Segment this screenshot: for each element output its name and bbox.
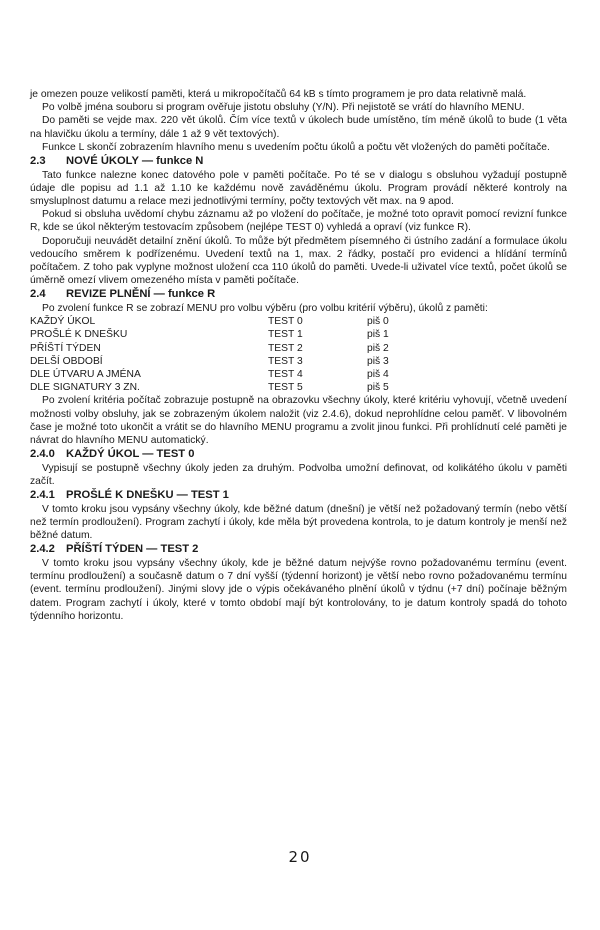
menu-item-label: PŘÍŠTÍ TÝDEN (30, 342, 101, 354)
paragraph: Pokud si obsluha uvědomí chybu záznamu až po vložení do počítače, je možné toto opravit pomocí revizní funkce R, kde se úkol některým testovacím způsobem (nejlépe TEST 0) vyhledá a opraví (viz funkce R). (30, 209, 567, 234)
section-title: PROŠLÉ K DNEŠKU — TEST 1 (66, 489, 229, 502)
document-page (30, 88, 567, 623)
paragraph: Funkce L skončí zobrazením hlavního menu s uvedením počtu úkolů a počtu vět vložených do paměti počítače. (42, 141, 550, 153)
table-row (30, 381, 567, 394)
section-title: PŘÍŠTÍ TÝDEN — TEST 2 (66, 543, 199, 556)
menu-item-test: TEST 0 (268, 316, 303, 328)
paragraph: Po zvolení kritéria počítač zobrazuje postupně na obrazovku všechny úkoly, které kritériu vyhovují, včetně uvedení možnosti volby obsluhy, jak se zobrazeným úkolem naložit (viz 2.4.6), dokud neprohlídne celou paměť. V libovolném čase je možné toto ukončit a vrátit se do hlavního MENU programu a zvolit jinou funkci. Při prohlídnutí celé paměti je návrat do hlavního MENU automatický. (30, 395, 567, 446)
page-number: 20 (288, 848, 312, 866)
paragraph: Tato funkce nalezne konec datového pole v paměti počítače. Po té se v dialogu s obsluhou vyžadují postupně údaje dle popisu ad 1.1 až 1.10 ke každému nově zaváděnému úkolu. Program provádí některé kontroly na smysluplnost datumu a relace mezi jednotlivými termíny, počty textových vět max. na 9 apod. (30, 169, 567, 208)
section-heading-2-4-1 (30, 489, 567, 503)
section-title: KAŽDÝ ÚKOL — TEST 0 (66, 448, 195, 461)
paragraph: Doporučuji neuvádět detailní znění úkolů. To může být předmětem písemného či ústního zadání a formulace úkolu vedoucího směrem k podřízenému. Uvedení textů na 1, max. 2 řádky, postačí pro evidenci a hlídání termínů počítačem. Z toho pak vyplyne možnost uložení cca 110 úkolů do paměti. Uvede-li uživatel více textů, počet úkolů se úměrně omezí vlivem omezeného místa v paměti počítače. (30, 235, 567, 287)
section-number: 2.4.0 (30, 448, 55, 461)
paragraph: Po zvolení funkce R se zobrazí MENU pro volbu výběru (pro volbu kritérií výběru), úkolů z paměti: (42, 303, 488, 315)
paragraph: V tomto kroku jsou vypsány všechny úkoly, kde běžné datum (dnešní) je větší než požadovaný termín (nebo větší než termín prodloužení). Program zachytí i úkoly, kde měla být provedena kontrola, to je datum kontroly je menší než běžné datum. (30, 503, 567, 542)
table-row (30, 368, 567, 381)
menu-item-key: piš 5 (367, 382, 389, 394)
menu-item-key: piš 4 (367, 368, 389, 380)
paragraph: Vypisují se postupně všechny úkoly jeden za druhým. Podvolba umožní definovat, od kolikátého úkolu v paměti začít. (30, 462, 567, 487)
menu-item-label: DLE SIGNATURY 3 ZN. (30, 382, 140, 394)
section-heading-2-4-2 (30, 543, 567, 557)
section-heading-2-4-0 (30, 448, 567, 462)
paragraph: V tomto kroku jsou vypsány všechny úkoly, kde je běžné datum nejvýše rovno požadovanému termínu (event. termínu prodloužení) a současně datum o 7 dní vyšší (týdenní horizont) je větší nebo rovno požadovanému termínu (event. termínu prodloužení). Jinými slovy jde o výpis očekávaného plnění úkolů v týdnu (+7 dní) počínaje běžným datem. Program zachytí i úkoly, které v tomto období mají být kontrolovány, to je datum kontroly spadá do tohoto týdenního horizontu. (30, 557, 567, 622)
menu-item-test: TEST 5 (268, 382, 303, 394)
menu-item-label: DELŠÍ OBDOBÍ (30, 355, 103, 367)
menu-item-test: TEST 3 (268, 355, 303, 367)
paragraph: Po volbě jména souboru si program ověřuje jistotu obsluhy (Y/N). Při nejistotě se vrátí do hlavního MENU. (42, 102, 525, 114)
menu-item-label: KAŽDÝ ÚKOL (30, 316, 96, 328)
section-number: 2.4.2 (30, 543, 55, 556)
table-row (30, 342, 567, 355)
section-heading-2-4 (30, 288, 567, 302)
menu-item-key: piš 1 (367, 329, 389, 341)
menu-item-key: piš 0 (367, 316, 389, 328)
paragraph: Do paměti se vejde max. 220 vět úkolů. Čím více textů v úkolech bude umístěno, tím méně úkolů to bude (1 věta na hlavičku úkolu a termíny, dále 1 až 9 vět textových). (30, 115, 567, 140)
paragraph: je omezen pouze velikostí paměti, která u mikropočítačů 64 kB s tímto programem je pro data relativně malá. (30, 89, 527, 100)
table-row (30, 328, 567, 341)
menu-item-test: TEST 1 (268, 329, 303, 341)
menu-table (30, 315, 567, 394)
menu-item-label: PROŠLÉ K DNEŠKU (30, 329, 128, 341)
menu-item-test: TEST 4 (268, 368, 303, 380)
section-title: REVIZE PLNĚNÍ — funkce R (66, 288, 216, 301)
table-row (30, 315, 567, 328)
section-number: 2.4.1 (30, 489, 55, 502)
menu-item-label: DLE ÚTVARU A JMÉNA (30, 368, 141, 380)
section-number: 2.4 (30, 288, 46, 301)
section-title: NOVÉ ÚKOLY — funkce N (66, 155, 204, 168)
menu-item-test: TEST 2 (268, 342, 303, 354)
section-number: 2.3 (30, 155, 46, 168)
menu-item-key: piš 2 (367, 342, 389, 354)
menu-item-key: piš 3 (367, 355, 389, 367)
section-heading-2-3 (30, 155, 567, 169)
table-row (30, 355, 567, 368)
